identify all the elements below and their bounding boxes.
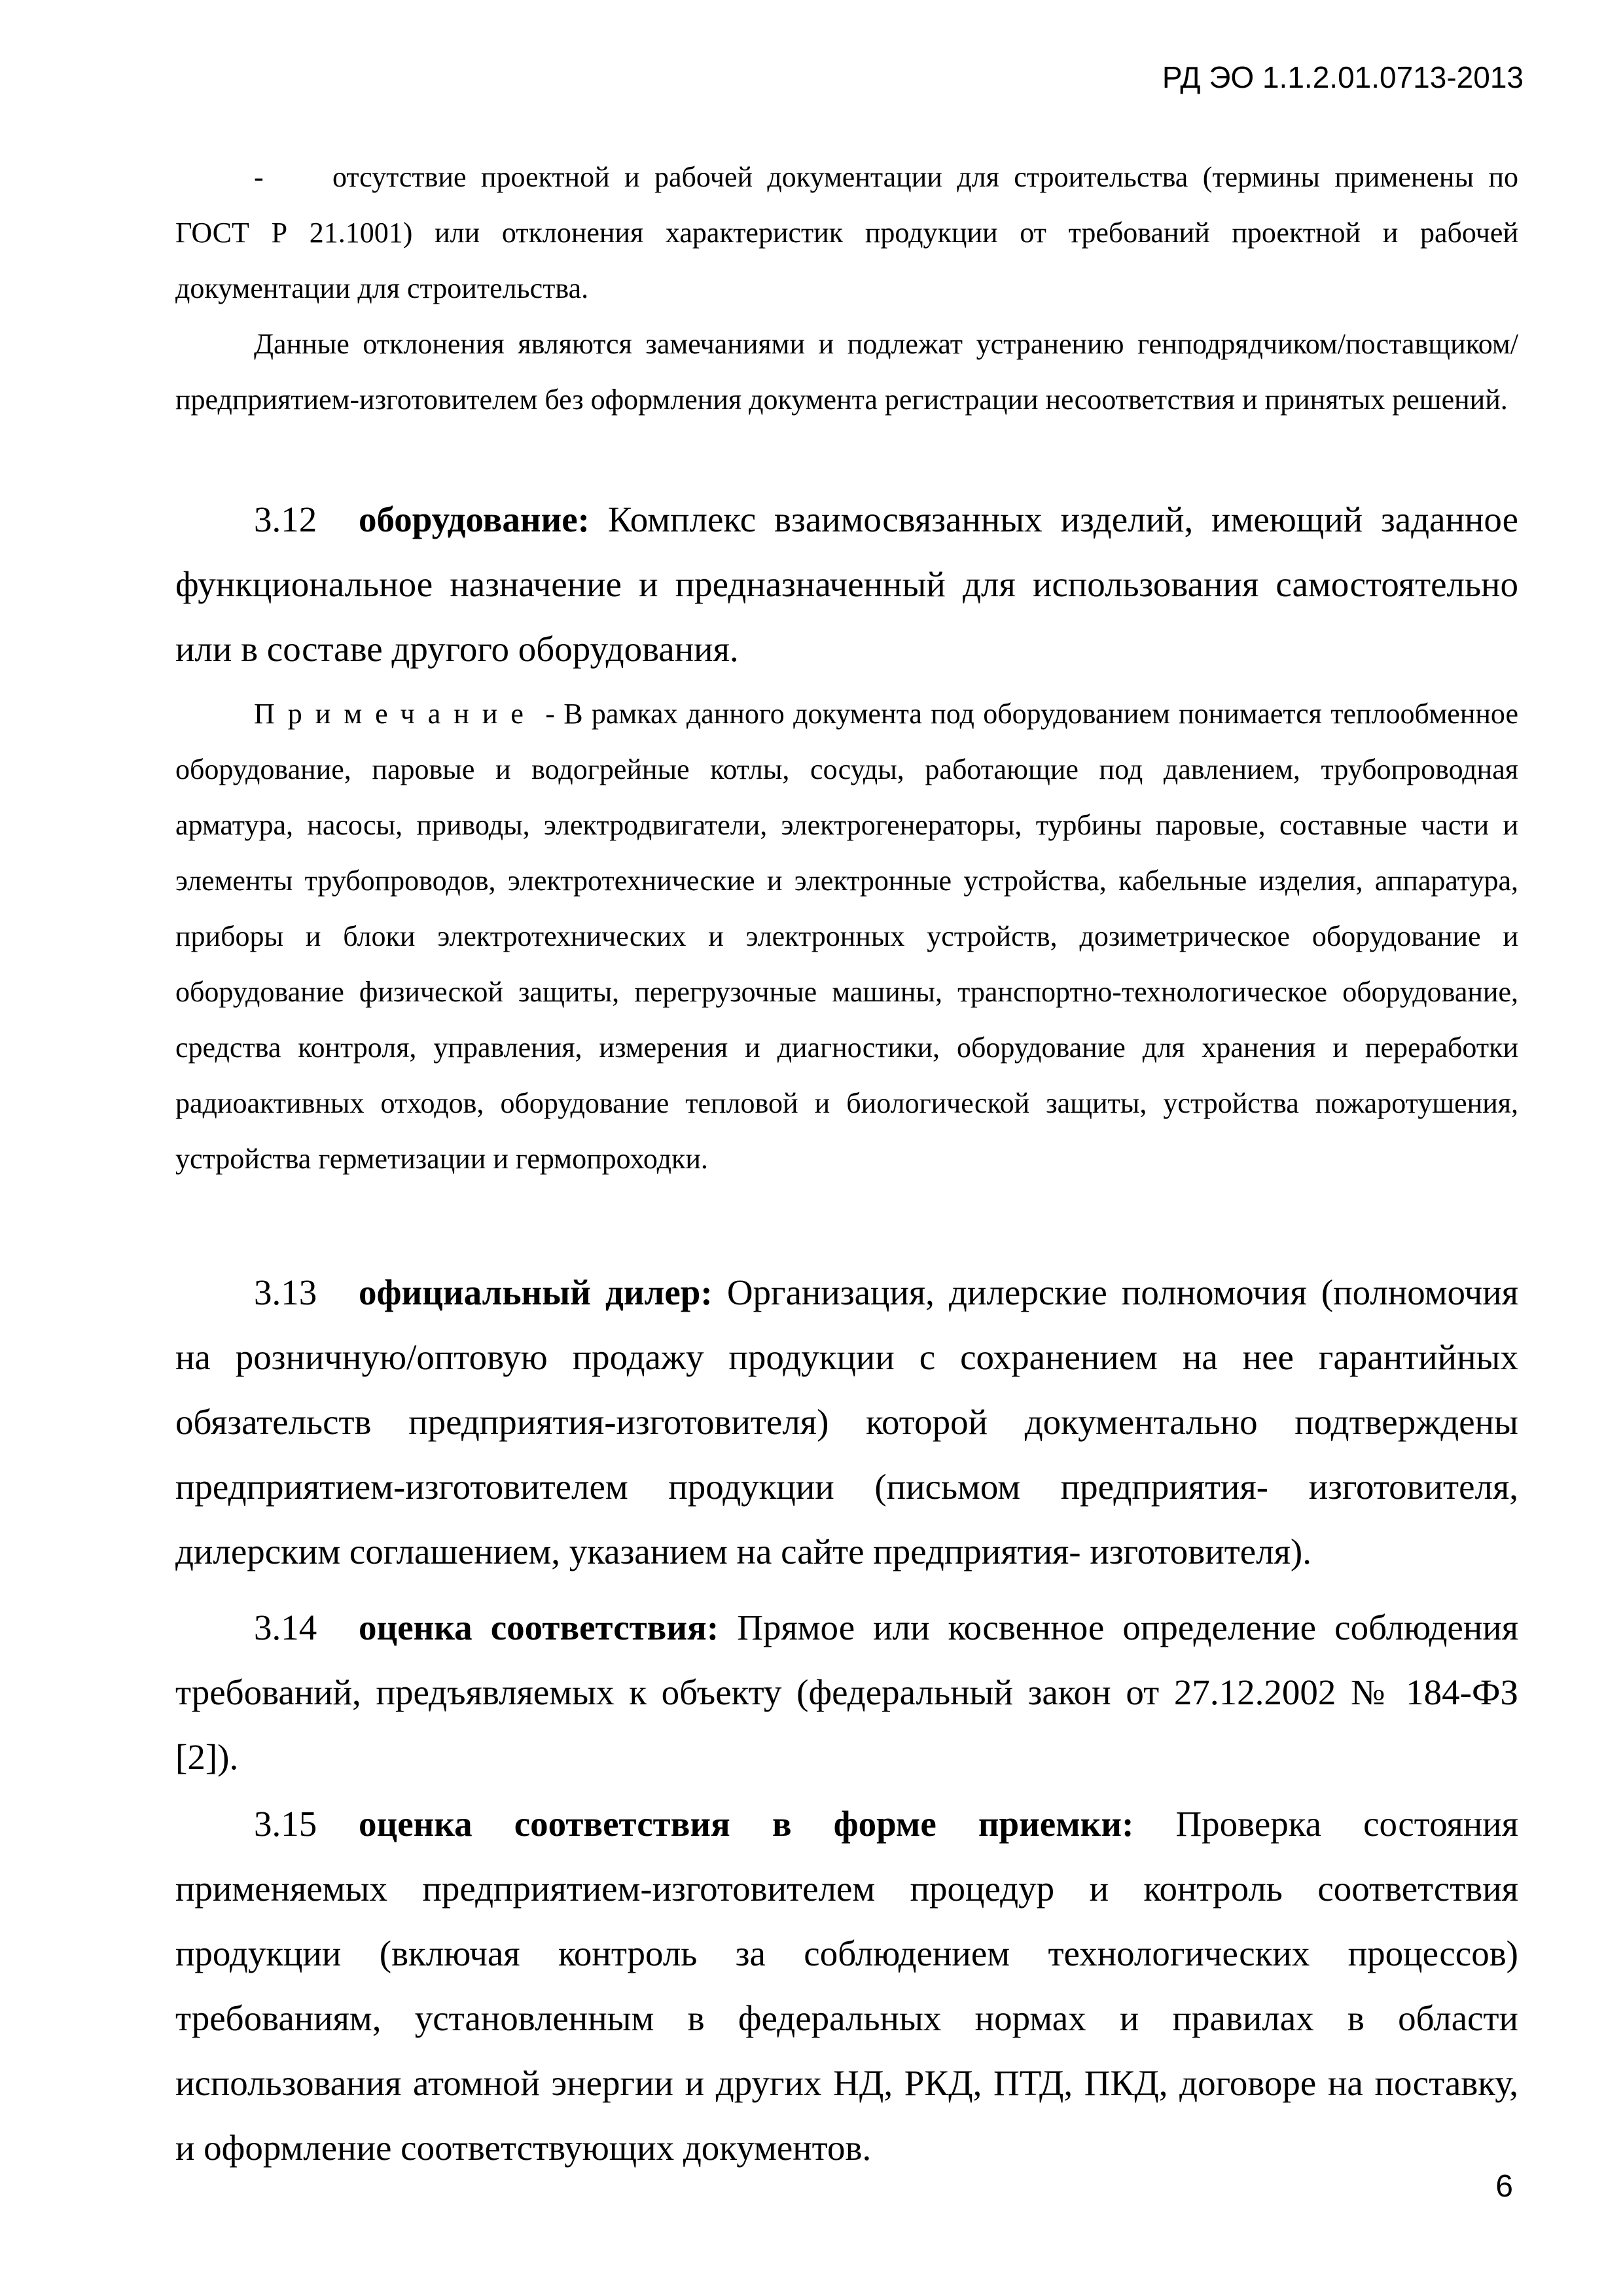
paragraph-text: Данные отклонения являются замечаниями и подлежат устранению генподрядчиком/поставщиком/предприятием-изготовителем без оформления документа регистрации несоответствия и принятых решений.	[175, 328, 1518, 416]
section-3-12	[175, 487, 1518, 681]
paragraph-text: отсутствие проектной и рабочей документации для строительства (термины применены по ГОСТ Р 21.1001) или отклонения характеристик продукции от требований проектной и рабочей документации для строительства.	[175, 161, 1518, 304]
paragraph-deviations	[175, 316, 1518, 427]
term-definition: Организация, дилерские полномочия (полномочия на розничную/оптовую продажу продукции с сохранением на нее гарантийных обязательств предприятия-изготовителя) которой документально подтверждены предприятием-изготовителем продукции (письмом предприятия- изготовителя, дилерским соглашением, указанием на сайте предприятия- изготовителя).	[175, 1272, 1518, 1571]
note-equipment	[175, 686, 1518, 1187]
note-label: Примечание	[254, 698, 537, 730]
term-title: официальный дилер:	[359, 1272, 713, 1312]
document-code-header: РД ЭО 1.1.2.01.0713-2013	[1162, 60, 1524, 94]
term-title: оценка соответствия:	[359, 1607, 719, 1647]
page-number: 6	[1495, 2169, 1513, 2204]
list-dash: -	[254, 161, 264, 193]
term-title: оценка соответствия в форме приемки:	[359, 1804, 1134, 1844]
term-definition: Комплекс взаимосвязанных изделий, имеющий заданное функциональное назначение и предназначенный для использования самостоятельно или в составе другого оборудования.	[175, 499, 1518, 669]
section-3-14	[175, 1595, 1518, 1789]
section-number: 3.13	[254, 1272, 317, 1312]
section-number: 3.12	[254, 499, 317, 539]
note-text: В рамках данного документа под оборудованием понимается теплообменное оборудование, паровые и водогрейные котлы, сосуды, работающие под давлением, трубопроводная арматура, насосы, приводы, электродвигатели, электрогенераторы, турбины паровые, составные части и элементы трубопроводов, электротехнические и электронные устройства, кабельные изделия, аппаратура, приборы и блоки электротехнических и электронных устройств, дозиметрическое оборудование и оборудование физической защиты, перегрузочные машины, транспортно-технологическое оборудование, средства контроля, управления, измерения и диагностики, оборудование для хранения и переработки радиоактивных отходов, оборудование тепловой и биологической защиты, устройства пожаротушения, устройства герметизации и гермопроходки.	[175, 698, 1518, 1175]
section-3-13	[175, 1260, 1518, 1584]
term-definition: Проверка состояния применяемых предприятием-изготовителем процедур и контроль соответствия продукции (включая контроль за соблюдением технологических процессов) требованиям, установленным в федеральных нормах и правилах в области использования атомной энергии и других НД, РКД, ПТД, ПКД, договоре на поставку, и оформление соответствующих документов.	[175, 1804, 1519, 2168]
section-number: 3.14	[254, 1607, 317, 1647]
term-title: оборудование:	[359, 499, 590, 539]
paragraph-missing-documentation	[175, 149, 1518, 316]
section-3-15	[175, 1791, 1518, 2180]
term-definition: Прямое или косвенное определение соблюдения требований, предъявляемых к объекту (федеральный закон от 27.12.2002 № 184-ФЗ [2]).	[175, 1607, 1518, 1777]
section-number: 3.15	[254, 1804, 317, 1844]
note-dash: -	[536, 698, 564, 730]
